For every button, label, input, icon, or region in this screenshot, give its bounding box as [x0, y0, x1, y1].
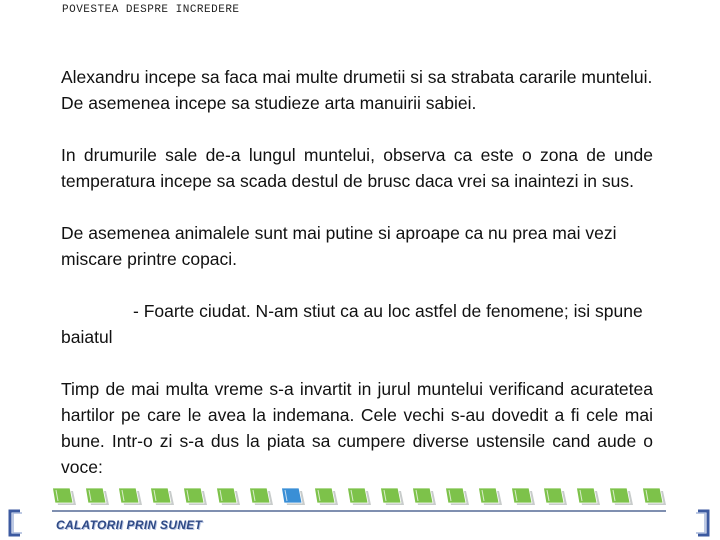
- next-page-button[interactable]: [692, 508, 714, 538]
- page-6-book-page-icon[interactable]: [216, 486, 242, 506]
- page-15-book-page-icon[interactable]: [511, 486, 537, 506]
- page-9-book-page-icon[interactable]: [314, 486, 340, 506]
- paragraph-2: In drumurile sale de-a lungul muntelui, observa ca este o zona de unde temperatura incepe sa scada destul de brusc daca vrei sa inaintezi in sus.: [61, 145, 653, 191]
- page-19-book-page-icon[interactable]: [642, 486, 668, 506]
- page-12-book-page-icon[interactable]: [412, 486, 438, 506]
- paragraph-1: Alexandru incepe sa faca mai multe drumetii si sa strabata cararile muntelui. De asemenea incepe sa studieze arta manuirii sabiei.: [61, 67, 653, 113]
- page-8-book-page-icon[interactable]: [281, 486, 307, 506]
- story-title: POVESTEA DESPRE INCREDERE: [62, 4, 240, 16]
- page-1-book-page-icon[interactable]: [52, 486, 78, 506]
- page-10-book-page-icon[interactable]: [347, 486, 373, 506]
- page-navigation-bar: [52, 484, 668, 508]
- page-4-book-page-icon[interactable]: [150, 486, 176, 506]
- page-3-book-page-icon[interactable]: [118, 486, 144, 506]
- page-13-book-page-icon[interactable]: [445, 486, 471, 506]
- brand-logo-text: CALATORII PRIN SUNET: [56, 518, 203, 532]
- next-page-arrow-icon: [692, 508, 714, 538]
- prev-page-arrow-icon: [4, 508, 26, 538]
- page-11-book-page-icon[interactable]: [380, 486, 406, 506]
- page-18-book-page-icon[interactable]: [609, 486, 635, 506]
- page-2-book-page-icon[interactable]: [85, 486, 111, 506]
- page-5-book-page-icon[interactable]: [183, 486, 209, 506]
- paragraph-5: Timp de mai multa vreme s-a invartit in jurul muntelui verificand acuratetea hartilor pe care le avea la indemana. Cele vechi s-au dovedit a fi cele mai bune. Intr-o zi s-a dus la piata sa cumpere diverse ustensile cand aude o voce:: [61, 379, 653, 477]
- page-16-book-page-icon[interactable]: [543, 486, 569, 506]
- footer-divider: [52, 510, 666, 512]
- page-7-book-page-icon[interactable]: [249, 486, 275, 506]
- paragraph-4-dialogue: - Foarte ciudat. N-am stiut ca au loc astfel de fenomene; isi spune baiatul: [61, 301, 643, 347]
- page-14-book-page-icon[interactable]: [478, 486, 504, 506]
- story-text: [61, 64, 653, 506]
- prev-page-button[interactable]: [4, 508, 26, 538]
- paragraph-3: De asemenea animalele sunt mai putine si aproape ca nu prea mai vezi miscare printre copaci.: [61, 223, 617, 269]
- page-17-book-page-icon[interactable]: [576, 486, 602, 506]
